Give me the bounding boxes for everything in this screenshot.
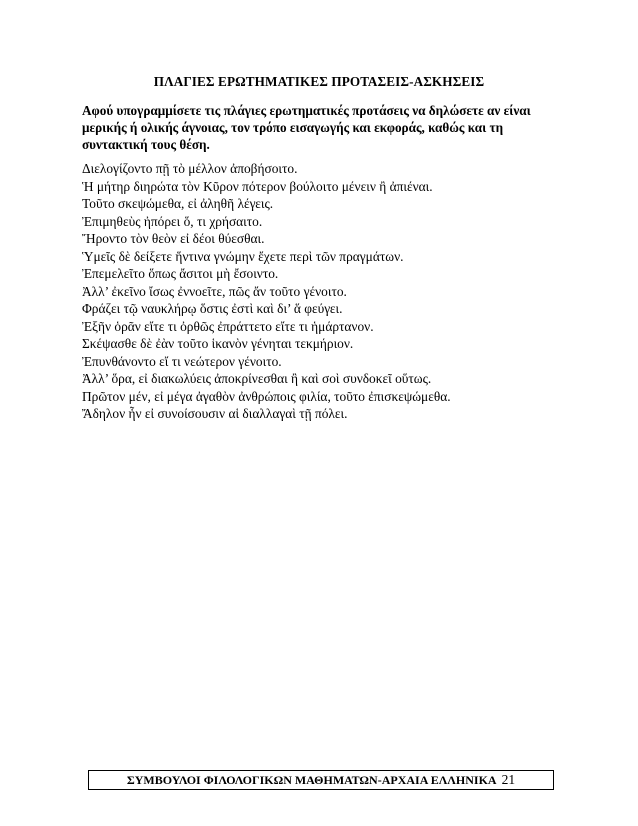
sentence-item: Ἐξῆν ὁρᾶν εἴτε τι ὀρθῶς ἐπράττετο εἴτε τι ἡμάρτανον. [82,318,374,334]
page-title: ΠΛΑΓΙΕΣ ΕΡΩΤΗΜΑΤΙΚΕΣ ΠΡΟΤΑΣΕΙΣ-ΑΣΚΗΣΕΙΣ [153,74,485,89]
exercise-instructions: Αφού υπογραμμίσετε τις πλάγιες ερωτηματικές προτάσεις να δηλώσετε αν είναι μερικής ή ολικής άγνοιας, τον τρόπο εισαγωγής και εκφοράς, καθώς και τη συντακτική τους θέση. [82,103,531,152]
sentence-item: Ἐπυνθάνοντο εἴ τι νεώτερον γένοιτο. [82,353,282,369]
sentence-list [82,160,562,423]
sentence-item: Ἀλλ’ ἐκεῖνο ἴσως ἐννοεῖτε, πῶς ἄν τοῦτο γένοιτο. [82,283,347,299]
sentence-item: Ἀλλ’ ὅρα, εἰ διακωλύεις ἀποκρίνεσθαι ἢ καὶ σοὶ συνδοκεῖ οὕτως. [82,371,432,386]
sentence-item: Πρῶτον μέν, εἰ μέγα ἀγαθὸν ἀνθρώποις φιλία, τοῦτο ἐπισκεψώμεθα. [82,388,451,404]
sentence-item: Ἐπιμηθεὺς ἠπόρει ὅ, τι χρήσαιτο. [82,213,263,229]
sentence-item: Τοῦτο σκεψώμεθα, εἰ ἀληθῆ λέγεις. [82,196,274,211]
sentence-item: Σκέψασθε δὲ ἐὰν τοῦτο ἱκανὸν γένηται τεκμήριον. [82,336,354,351]
page-footer [88,770,554,790]
sentence-item: Ἐπεμελεῖτο ὅπως ἄσιτοι μὴ ἔσοιντο. [82,266,279,281]
sentence-item: Ἄδηλον ἦν εἰ συνοίσουσιν αἱ διαλλαγαὶ τῇ πόλει. [82,406,348,421]
sentence-item: Ἤροντο τὸν θεὸν εἰ δέοι θύεσθαι. [82,231,265,246]
page-number: 21 [501,772,516,787]
sentence-item: Ὑμεῖς δὲ δείξετε ἥντινα γνώμην ἔχετε περὶ τῶν πραγμάτων. [82,248,404,264]
sentence-item: Φράζει τῷ ναυκλήρῳ ὅστις ἐστὶ καὶ δι’ ἅ φεύγει. [82,301,343,316]
footer-label: ΣΥΜΒΟΥΛΟΙ ΦΙΛΟΛΟΓΙΚΩΝ ΜΑΘΗΜΑΤΩΝ-ΑΡΧΑΙΑ ΕΛΛΗΝΙΚΑ [126,773,497,787]
sentence-item: Ἡ μήτηρ διηρώτα τὸν Κῦρον πότερον βούλοιτο μένειν ἢ ἀπιέναι. [82,178,433,194]
sentence-item: Διελογίζοντο πῇ τὸ μέλλον ἀποβήσοιτο. [82,161,298,176]
